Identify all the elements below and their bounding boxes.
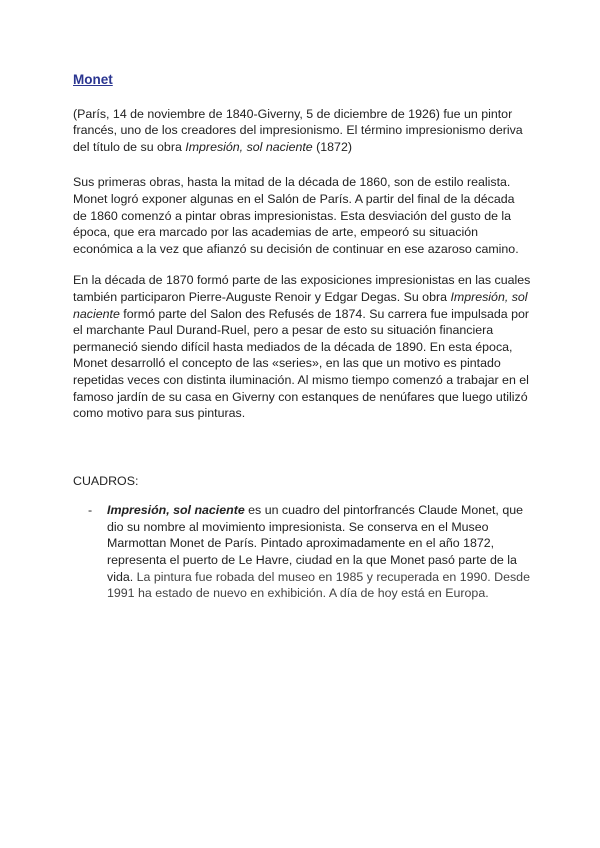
intro-text-1: (París, 14 de noviembre de 1840-Giverny, 5 de diciembre de 1926) fue un pintor francés, uno de los creadores del impresionismo. El término impresionismo deriva del título de su obra <box>73 106 523 154</box>
para2-text-1: En la década de 1870 formó parte de las exposiciones impresionistas en las cuales también participaron Pierre-Auguste Renoir y Edgar Degas. Su obra <box>73 273 531 304</box>
early-works-paragraph: Sus primeras obras, hasta la mitad de la década de 1860, son de estilo realista. Monet logró exponer algunas en el Salón de París. A partir del final de la década de 1860 comenzó a pintar obras impresionistas. Esta desviación del gusto de la época, que era marcado por las academias de arte, empeoró su situación económica a la vez que afianzó su decisión de continuar en ese azaroso camino. <box>73 175 519 256</box>
para2-text-2: formó parte del Salon des Refusés de 1874. Su carrera fue impulsada por el marchante Paul Durand-Ruel, pero a pesar de esto su situación financiera permaneció siendo difícil hasta mediados de la década de 1890. En esta época, Monet desarrolló el concepto de las «series», en las que un motivo es pintado repetidas veces con distinta iluminación. Al mismo tiempo comenzó a trabajar en el famoso jardín de su casa en Giverny con estanques de nenúfares que luego utilizó como motivo para sus pinturas. <box>73 306 529 421</box>
painting-description-2: La pintura fue robada del museo en 1985 y recuperada en 1990. Desde 1991 ha estado de nuevo en exhibición. A día de hoy está en Europa. <box>107 569 530 601</box>
list-item <box>73 502 531 602</box>
impressionism-paragraph <box>73 272 531 421</box>
document-page <box>73 72 531 602</box>
painting-description-1: es un cuadro del pintorfrancés Claude Monet, que dio su nombre al movimiento impresionista. Se conserva en el Museo Marmottan Monet de París. Pintado aproximadamente en el año 1872, representa el puerto de Le Havre, ciudad en la que Monet pasó parte de la vida. <box>107 503 523 584</box>
document-title[interactable]: Monet <box>73 72 113 87</box>
intro-artwork-title: Impresión, sol naciente <box>185 139 313 154</box>
painting-title: Impresión, sol naciente <box>107 503 245 518</box>
para2-artwork-title: Impresión, sol naciente <box>73 289 528 321</box>
paintings-list <box>73 502 531 602</box>
intro-paragraph <box>73 106 531 156</box>
section-heading-cuadros: CUADROS: <box>73 473 139 488</box>
intro-text-2: (1872) <box>312 139 352 154</box>
bullet-dash: - <box>88 503 93 518</box>
